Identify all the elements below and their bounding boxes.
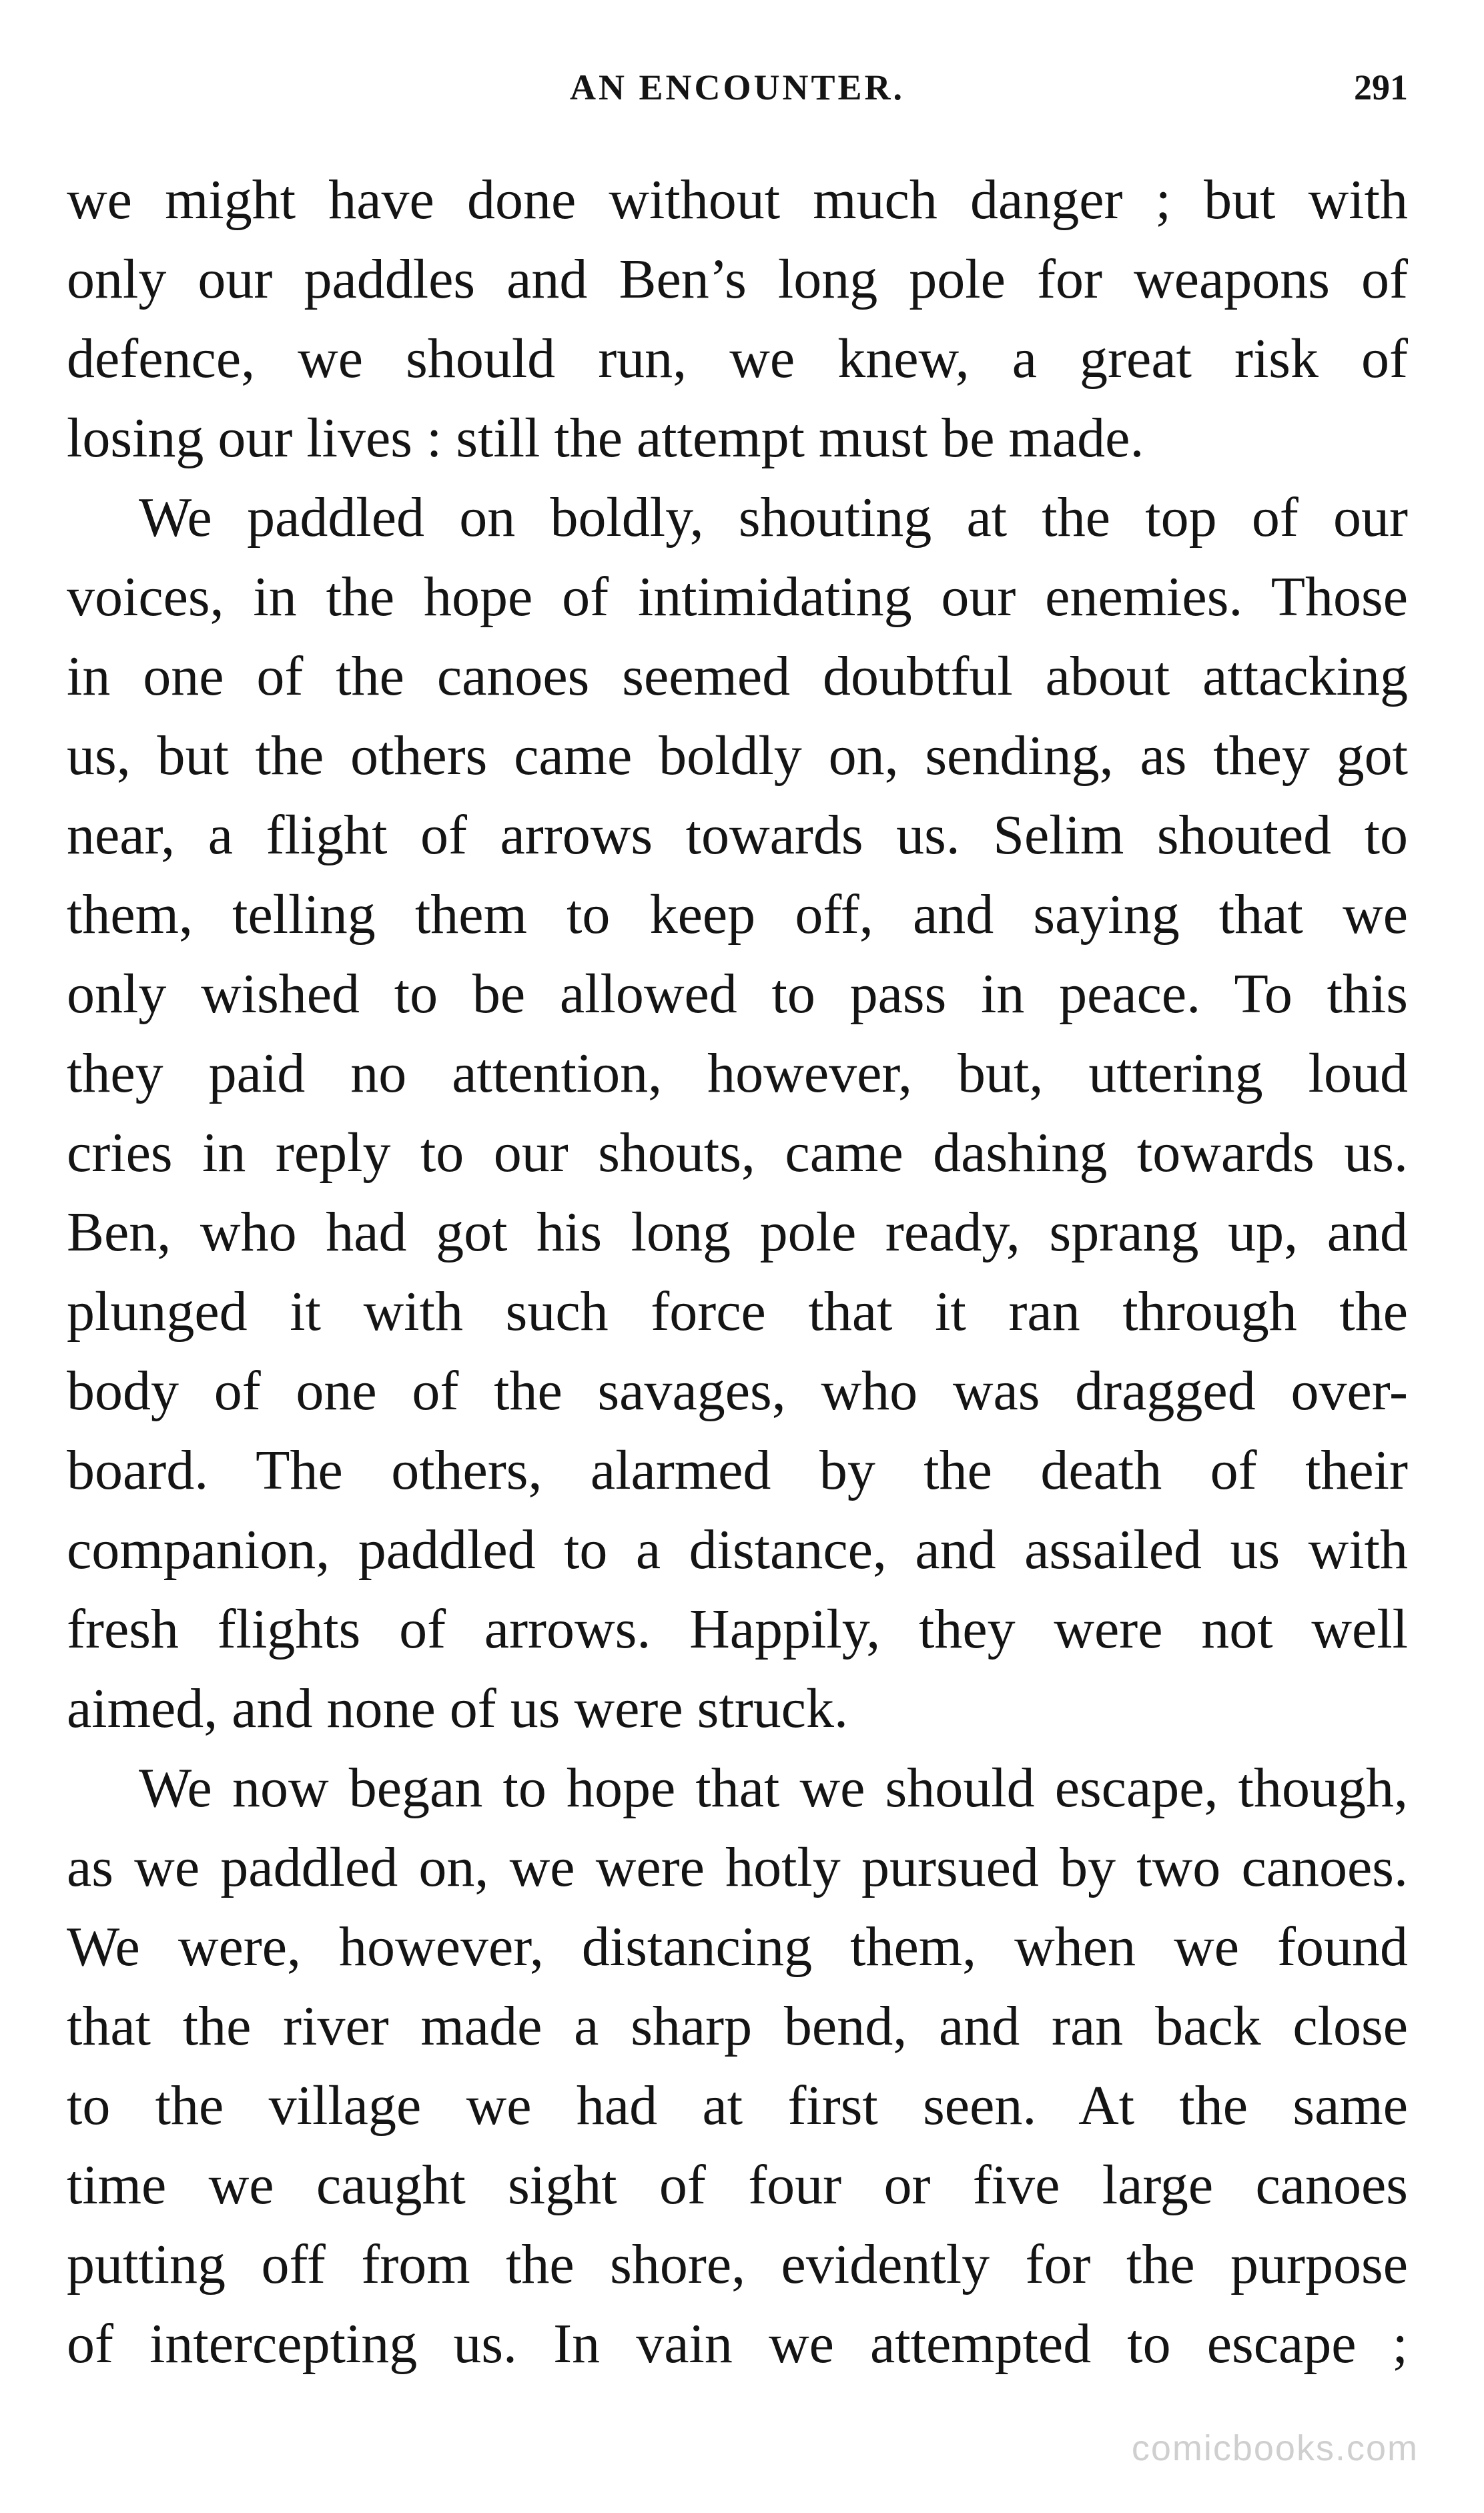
text-line: defence, we should run, we knew, a great risk of [67, 328, 1408, 390]
text-line: to the village we had at first seen. At the same [67, 2075, 1408, 2137]
text-line: We now began to hope that we should escape, though, [139, 1757, 1408, 1819]
text-line: only wished to be allowed to pass in peace. To this [67, 963, 1408, 1025]
text-line: them, telling them to keep off, and saying that we [67, 883, 1408, 946]
text-line: that the river made a sharp bend, and ran back close [67, 1995, 1408, 2057]
text-line: we might have done without much danger ; but with [67, 169, 1408, 231]
text-line: only our paddles and Ben’s long pole for weapons of [67, 248, 1408, 310]
text-line: We paddled on boldly, shouting at the top of our [139, 486, 1408, 549]
running-head [67, 67, 1408, 127]
text-line: in one of the canoes seemed doubtful about attacking [67, 645, 1408, 707]
text-line: companion, paddled to a distance, and assailed us with [67, 1519, 1408, 1581]
text-line: of intercepting us. In vain we attempted to escape ; [67, 2313, 1408, 2375]
text-line: aimed, and none of us were struck. [67, 1678, 848, 1740]
text-line: plunged it with such force that it ran through the [67, 1281, 1408, 1343]
text-line: fresh flights of arrows. Happily, they were not well [67, 1598, 1408, 1660]
text-line: as we paddled on, we were hotly pursued by two canoes. [67, 1836, 1408, 1898]
body-text [67, 160, 1408, 2384]
watermark: comicbooks.com [1131, 2428, 1419, 2468]
text-line: losing our lives : still the attempt must be made. [67, 407, 1144, 469]
text-line: us, but the others came boldly on, sending, as they got [67, 725, 1408, 787]
text-line: board. The others, alarmed by the death of their [67, 1439, 1408, 1501]
page-number: 291 [1354, 67, 1408, 107]
text-line: body of one of the savages, who was dragged over- [67, 1360, 1408, 1422]
text-line: We were, however, distancing them, when we found [67, 1916, 1408, 1978]
text-line: they paid no attention, however, but, uttering loud [67, 1042, 1408, 1104]
text-line: time we caught sight of four or five large canoes [67, 2154, 1408, 2216]
text-line: putting off from the shore, evidently for the purpose [67, 2233, 1408, 2295]
text-line: Ben, who had got his long pole ready, sprang up, and [67, 1201, 1408, 1263]
running-title: AN ENCOUNTER. [569, 67, 905, 107]
text-line: near, a flight of arrows towards us. Selim shouted to [67, 804, 1408, 866]
text-line: voices, in the hope of intimidating our enemies. Those [67, 566, 1408, 628]
text-line: cries in reply to our shouts, came dashing towards us. [67, 1122, 1408, 1184]
